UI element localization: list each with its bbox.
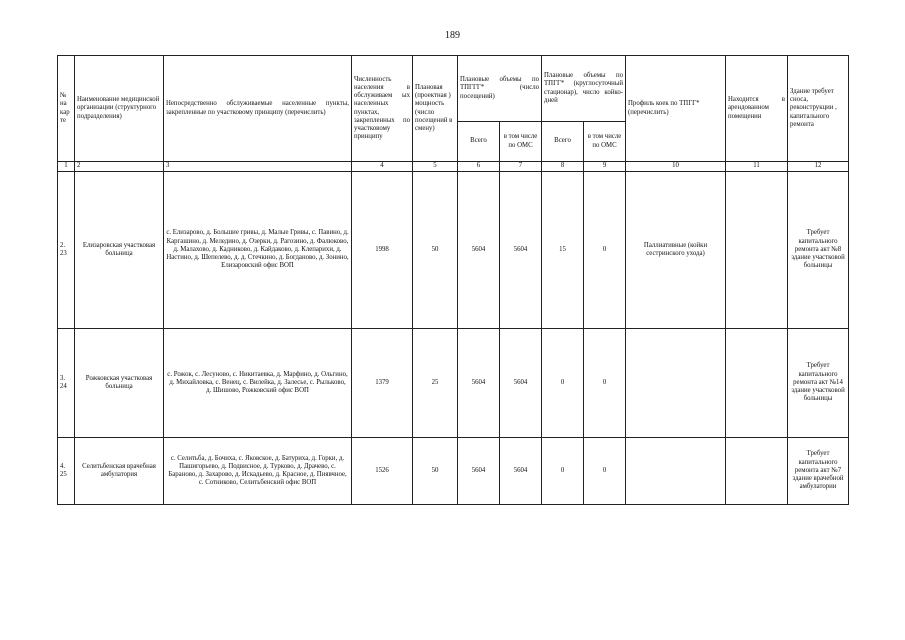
beddays-total: 0 [542,329,584,438]
org-name: Селитьбенская врачебная амбулатория [75,438,164,505]
repair-status: Требует капитального ремонта акт №7 здание врачебной амбулатории [788,438,849,505]
column-number: 11 [726,162,788,172]
header-row-1 [58,56,849,122]
row-number: 3. 24 [58,329,75,438]
capacity: 50 [413,438,458,505]
bed-profile: Паллиативные (койки сестринского ухода) [626,172,726,329]
column-numbers-row [58,162,849,172]
column-number: 3 [164,162,352,172]
visits-oms: 5604 [500,438,542,505]
repair-status: Требует капитального ремонта акт №8 здание участковой больницы [788,172,849,329]
header-rented: Находится в арендованном помещении [726,56,788,162]
localities: с. Елизарово, д. Большие гривы, д. Малые Гривы, с. Павино, д. Каргашино, д. Меледино, д. Озерки, д. Рагозино, д. Фалюково, д. Малахово, д. Кадниково, д. Кайдаково, д. Клепарихи, д. Настино, д. Шепелево, д. д. Стечкино, д. Богданово, д. Зонино, Елизаровский офис ВОП [164,172,352,329]
visits-total: 5604 [458,438,500,505]
population: 1379 [352,329,413,438]
facilities-table [57,55,849,505]
capacity: 25 [413,329,458,438]
header-population: Численность населения в обслуживаем ых населенных пунктах, закрепленных по участковому принципу [352,56,413,162]
column-number: 12 [788,162,849,172]
header-localities: Непосредственно обслуживаемые населенные пункты, закрепленные по участковому принципу (перечислить) [164,56,352,162]
header-visits-total: Всего [458,122,500,162]
org-name: Елизаровская участковая больница [75,172,164,329]
header-org-name: Наименование медицинской организации (структурного подразделения) [75,56,164,162]
repair-status: Требует капитального ремонта акт №14 здание участковой больницы [788,329,849,438]
visits-oms: 5604 [500,329,542,438]
column-number: 7 [500,162,542,172]
row-number: 4. 25 [58,438,75,505]
column-number: 8 [542,162,584,172]
beddays-total: 15 [542,172,584,329]
column-number: 4 [352,162,413,172]
header-visit-volumes: Плановые объемы по ТПГГГ* (число посещений) [458,56,542,122]
header-capacity: Плановая (проектная ) мощность (число посещений в смену) [413,56,458,162]
rented [726,172,788,329]
table-row [58,172,849,329]
header-beddays-total: Всего [542,122,584,162]
table-row [58,438,849,505]
org-name: Рожковская участковая больница [75,329,164,438]
beddays-oms: 0 [584,329,626,438]
localities: с. Рожок, с. Лесуново, с. Никитаевка, д. Марфино, д. Ольгино, д. Михайловка, с. Венец, с. Вилейка, д. Залесье, с. Рыльково, д. Шишово, Рожковский офис ВОП [164,329,352,438]
visits-total: 5604 [458,172,500,329]
rented [726,329,788,438]
header-bed-profile: Профиль коек по ТПГГ* (перечислить) [626,56,726,162]
header-beddays-oms: в том числе по ОМС [584,122,626,162]
column-number: 5 [413,162,458,172]
bed-profile [626,438,726,505]
beddays-total: 0 [542,438,584,505]
header-bedday-volumes: Плановые объемы по ТПГГ* (круглосуточный стационар), число койко-дней [542,56,626,122]
column-number: 6 [458,162,500,172]
table-row [58,329,849,438]
column-number: 10 [626,162,726,172]
column-number: 2 [75,162,164,172]
population: 1998 [352,172,413,329]
beddays-oms: 0 [584,172,626,329]
capacity: 50 [413,172,458,329]
header-visits-oms: в том числе по ОМС [500,122,542,162]
header-number: № на кар те [58,56,75,162]
rented [726,438,788,505]
column-number: 1 [58,162,75,172]
row-number: 2. 23 [58,172,75,329]
visits-total: 5604 [458,329,500,438]
column-number: 9 [584,162,626,172]
localities: с. Селитьба, д. Бочиха, с. Яковское, д. Батуриха, д. Горки, д. Пашигорьево, д. Подвисное, д. Турково, д. Драчево, с. Бараново, д. Захарово, д. Искадьево, д. Красное, д. Пиявчное, с. Сотниково, Селитьбенский офис ВОП [164,438,352,505]
page-number: 189 [445,30,460,41]
visits-oms: 5604 [500,172,542,329]
population: 1526 [352,438,413,505]
beddays-oms: 0 [584,438,626,505]
bed-profile [626,329,726,438]
header-repair: Здание требует сноса, реконструкции , капитального ремонта [788,56,849,162]
